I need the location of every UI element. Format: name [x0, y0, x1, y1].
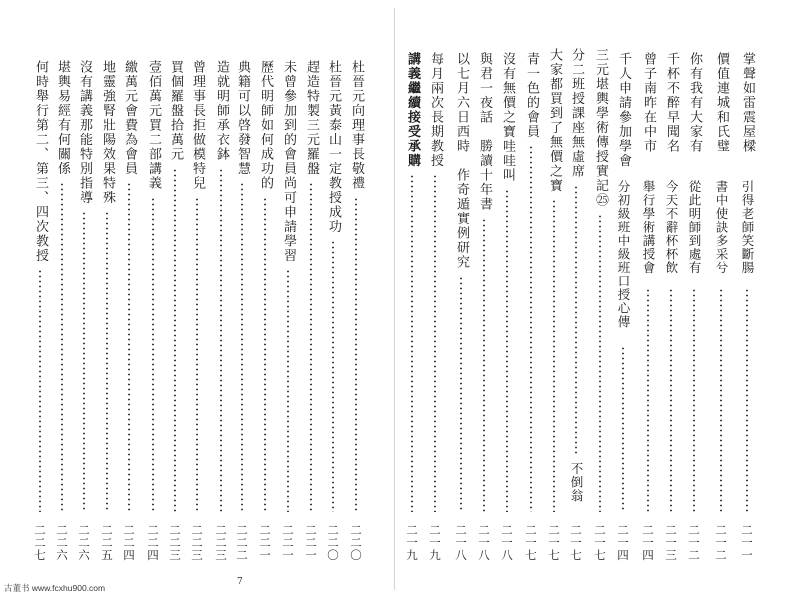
toc-leader-dots [196, 197, 198, 513]
toc-entry-title: 大家都買到了無價之寶 [547, 48, 562, 193]
toc-entry-title: 青一色的會員 [524, 52, 539, 139]
toc-entry-title: 價值連城和氏璧 [714, 52, 729, 154]
toc-leader-dots [310, 182, 312, 512]
toc-leader-dots [106, 211, 108, 512]
toc-entry [520, 0, 542, 598]
toc-page-number: 二一一 [740, 524, 754, 562]
toc-entry [683, 0, 705, 598]
site-watermark: 古董书 www.fcxhu900.com [4, 583, 106, 593]
toc-entry-title: 趕造特製三元羅盤 [304, 60, 319, 176]
toc-leader-dots [434, 174, 436, 512]
toc-page-number: 二二六 [77, 524, 91, 562]
toc-entry [164, 0, 186, 598]
toc-entry-title: 典籍可以啓發智慧 [235, 60, 250, 176]
toc-entry [543, 0, 565, 598]
toc-page-number: 二一二 [687, 524, 701, 562]
toc-page-number: 二二〇 [326, 524, 340, 562]
toc-entry [345, 0, 367, 598]
toc-entry-title: 造就明師承衣鉢 [214, 60, 229, 162]
toc-page-number: 二一七 [547, 524, 561, 562]
toc-entry-title: 你有我有大家有 [687, 52, 702, 154]
toc-entry-title: 千人申請參加學會 [616, 52, 631, 168]
toc-entry [496, 0, 518, 598]
toc-entry [300, 0, 322, 598]
toc-entry-title: 與君一夜話 勝讀十年書 [477, 52, 492, 212]
toc-leader-dots [152, 197, 154, 513]
toc-entry [473, 0, 495, 598]
toc-leader-dots [693, 288, 695, 513]
toc-entry-subtitle: 書中使訣多采兮 [714, 180, 729, 275]
toc-entry-title: 壹佰萬元買二部講義 [146, 60, 161, 191]
toc-entry-subtitle: 今天不辭杯杯飲 [664, 180, 679, 275]
toc-entry [231, 0, 253, 598]
toc-entry-title: 杜晉元向理事長敬禮 [349, 60, 364, 191]
toc-leader-dots [39, 269, 41, 512]
toc-entry [118, 0, 140, 598]
toc-page-number: 二一九 [428, 524, 442, 562]
toc-leader-dots [128, 182, 130, 512]
toc-page-number: 二二三 [214, 524, 228, 562]
toc-entry-title: 曾子南昨在中市 [641, 52, 656, 154]
toc-entry-subtitle: 分初級班中級班口授心傳 [616, 180, 631, 329]
toc-entry [210, 0, 232, 598]
toc-leader-dots [647, 288, 649, 513]
toc-leader-dots [264, 197, 266, 513]
toc-page-number: 二二四 [122, 524, 136, 562]
toc-entry-subtitle: 從此明師到處有 [687, 180, 702, 275]
toc-entry [51, 0, 73, 598]
toc-page-number: 二二二 [235, 524, 249, 562]
toc-leader-dots [411, 174, 413, 512]
toc-page-number: 二二三 [190, 524, 204, 562]
toc-leader-dots [220, 168, 222, 513]
toc-leader-dots [720, 288, 722, 513]
toc-entry-title: 未曾參加到的會員尚可申請學習 [281, 60, 296, 263]
toc-leader-dots [61, 182, 63, 512]
toc-leader-dots [287, 269, 289, 512]
toc-entry [424, 0, 446, 598]
toc-entry [565, 0, 587, 598]
toc-page-number: 二二七 [33, 524, 47, 562]
toc-entry-title: 杜晉元黃泰山一定教授成功 [326, 60, 341, 234]
toc-leader-dots [83, 211, 85, 512]
toc-leader-dots [670, 288, 672, 513]
toc-leader-dots [483, 218, 485, 513]
toc-entry-title: 繳萬元會費為會員 [122, 60, 137, 176]
toc-page-number: 二二一 [304, 524, 318, 562]
toc-entry [186, 0, 208, 598]
toc-page-number: 二一四 [616, 524, 630, 562]
toc-page-number: 二二一 [281, 524, 295, 562]
toc-entry-author: 不倒翁 [569, 462, 584, 503]
toc-leader-dots [355, 197, 357, 513]
toc-page-number: 二一二 [714, 524, 728, 562]
page-folio: 7 [237, 577, 243, 587]
toc-entry-subtitle: 引得老師笑斷腸 [740, 180, 755, 275]
toc-leader-dots [553, 199, 555, 512]
toc-leader-dots [599, 214, 601, 513]
toc-page-number: 二一四 [641, 524, 655, 562]
toc-page-number: 二一七 [524, 524, 538, 562]
toc-entry-title: 買個羅盤拾萬元 [168, 60, 183, 162]
toc-entry [736, 0, 758, 598]
toc-entry [612, 0, 634, 598]
toc-page-number: 二二六 [55, 524, 69, 562]
toc-entry [589, 0, 611, 598]
toc-page-number: 二二三 [168, 524, 182, 562]
toc-leader-dots [506, 189, 508, 513]
toc-page-number: 二一三 [664, 524, 678, 562]
toc-entry-title: 分二班授課座無虛席 [569, 48, 584, 179]
toc-entry [29, 0, 51, 598]
toc-entry-title: 歷代明師如何成功的 [258, 60, 273, 191]
toc-page-number: 二二四 [146, 524, 160, 562]
toc-leader-dots [746, 288, 748, 513]
toc-entry [450, 0, 472, 598]
toc-leader-dots [174, 168, 176, 513]
toc-entry-title: 以七月六日西時 作奇遁實例研究 [454, 52, 469, 270]
toc-entry-title: 曾理事長拒做模特兒 [190, 60, 205, 191]
toc-page-number: 二一八 [477, 524, 491, 562]
toc-page-number: 二一七 [569, 524, 583, 562]
toc-page-number: 二一八 [454, 524, 468, 562]
toc-entry-title: 千杯不醉早聞名 [664, 52, 679, 154]
toc-page-number: 二一七 [593, 524, 607, 562]
toc-entry [710, 0, 732, 598]
toc-leader-dots [622, 346, 624, 513]
toc-page-number: 二一八 [500, 524, 514, 562]
toc-entry [254, 0, 276, 598]
toc-entry-title: 講義繼續接受承購 [405, 52, 420, 168]
page-fold [394, 8, 395, 590]
toc-entry [660, 0, 682, 598]
toc-page-number: 二二五 [100, 524, 114, 562]
toc-entry [322, 0, 344, 598]
toc-entry [277, 0, 299, 598]
toc-entry-title: 沒有無價之寶哇哇叫 [500, 52, 515, 183]
toc-entry [401, 0, 423, 598]
toc-leader-dots [575, 185, 577, 457]
toc-leader-dots [460, 276, 462, 513]
toc-entry [73, 0, 95, 598]
toc-page-number: 二二〇 [349, 524, 363, 562]
toc-entry-subtitle: 舉行學術講授會 [641, 180, 656, 275]
toc-entry-title: 三元堪輿學術傳授實記㉕ [593, 48, 608, 208]
toc-entry-title: 地靈強腎壯陽效果特殊 [100, 60, 115, 205]
toc-entry [142, 0, 164, 598]
toc-entry-title: 掌聲如雷震屋樑 [740, 52, 755, 154]
toc-page-number: 二二一 [258, 524, 272, 562]
toc-entry-title: 何時舉行第二、第三、四次教授 [33, 60, 48, 263]
toc-leader-dots [241, 182, 243, 512]
toc-leader-dots [332, 240, 334, 512]
toc-leader-dots [530, 145, 532, 512]
toc-entry [96, 0, 118, 598]
toc-entry-title: 每月兩次長期教授 [428, 52, 443, 168]
toc-entry-title: 沒有講義那能特別指導 [77, 60, 92, 205]
toc-entry-title: 堪輿易經有何關係 [55, 60, 70, 176]
toc-entry [637, 0, 659, 598]
toc-page-number: 二一九 [405, 524, 419, 562]
